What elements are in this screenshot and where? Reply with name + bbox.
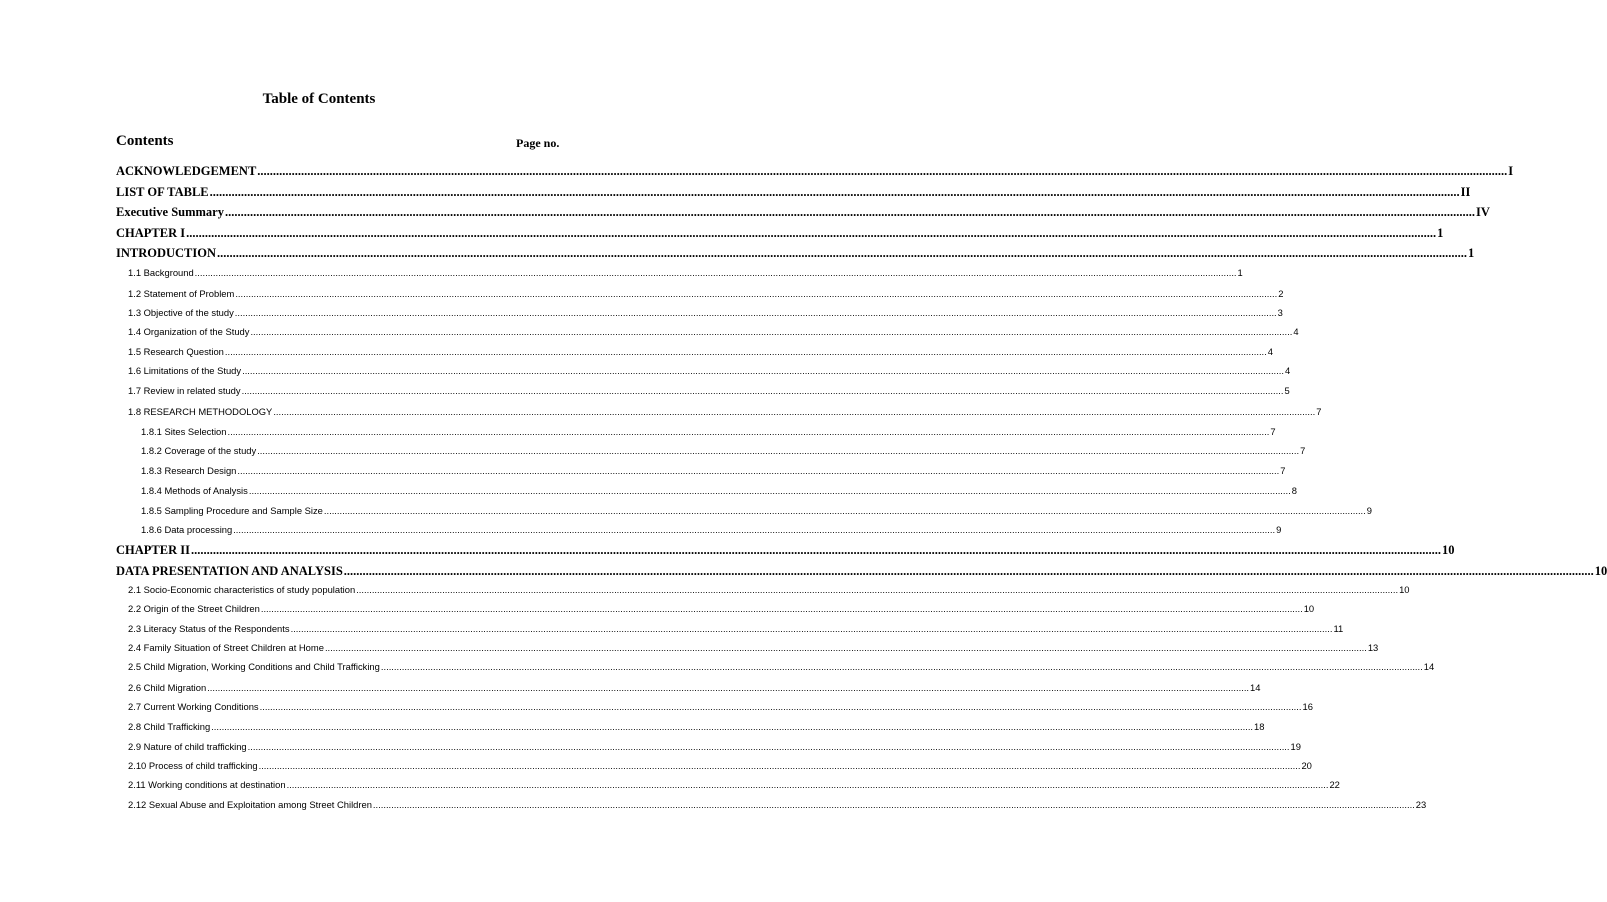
toc-entry[interactable] <box>128 582 1410 598</box>
toc-entry-label: CHAPTER II <box>116 543 190 557</box>
contents-heading: Contents <box>116 133 174 149</box>
dot-leader: ................................................................................................................................................................................................................................................................................................................................................................................................................ <box>248 485 1291 496</box>
toc-entry[interactable] <box>128 640 1379 656</box>
toc-entry[interactable] <box>128 383 1290 399</box>
dot-leader: ................................................................................................................................................................................................................................................................................................................................................................................................................ <box>217 246 1468 260</box>
toc-entry-page-number: 10 <box>1441 543 1455 557</box>
toc-entry-label: 2.4 Family Situation of Street Children at Home <box>128 642 324 653</box>
toc-entry-page-number: IV <box>1475 205 1490 219</box>
toc-entry-page-number: 14 <box>1250 682 1261 693</box>
toc-entry-label: 2.1 Socio-Economic characteristics of study population <box>128 584 356 595</box>
toc-entry-label: 1.8.4 Methods of Analysis <box>141 485 248 496</box>
dot-leader: ................................................................................................................................................................................................................................................................................................................................................................................................................ <box>190 543 1441 557</box>
toc-entry-label: 1.1 Background <box>128 267 194 278</box>
toc-entry-page-number: 14 <box>1423 661 1435 672</box>
toc-entry-page-number: 5 <box>1284 385 1290 396</box>
toc-entry[interactable] <box>128 286 1284 302</box>
toc-entry-page-number: 1 <box>1237 267 1243 278</box>
toc-entry-label: 1.8.2 Coverage of the study <box>141 445 257 456</box>
toc-entry-page-number: II <box>1460 185 1471 199</box>
toc-entry[interactable] <box>128 777 1340 793</box>
toc-entry-page-number: 10 <box>1594 564 1607 578</box>
dot-leader: ................................................................................................................................................................................................................................................................................................................................................................................................................ <box>380 661 1423 672</box>
dot-leader: ................................................................................................................................................................................................................................................................................................................................................................................................................ <box>207 682 1250 693</box>
toc-entry-label: Executive Summary <box>116 205 224 219</box>
toc-entry-page-number: 7 <box>1300 445 1306 456</box>
dot-leader: ................................................................................................................................................................................................................................................................................................................................................................................................................ <box>356 584 1399 595</box>
dot-leader: ................................................................................................................................................................................................................................................................................................................................................................................................................ <box>235 288 1278 299</box>
toc-entry[interactable] <box>128 363 1291 379</box>
toc-entry-page-number: 10 <box>1399 584 1410 595</box>
toc-entry[interactable] <box>128 404 1322 420</box>
dot-leader: ................................................................................................................................................................................................................................................................................................................................................................................................................ <box>258 760 1301 771</box>
toc-entry[interactable] <box>128 621 1344 637</box>
toc-entry[interactable] <box>141 522 1282 538</box>
page-title: Table of Contents <box>262 91 376 107</box>
dot-leader: ................................................................................................................................................................................................................................................................................................................................................................................................................ <box>241 385 1284 396</box>
dot-leader: ................................................................................................................................................................................................................................................................................................................................................................................................................ <box>209 185 1460 199</box>
dot-leader: ................................................................................................................................................................................................................................................................................................................................................................................................................ <box>290 623 1333 634</box>
toc-entry-label: 1.8 RESEARCH METHODOLOGY <box>128 406 273 417</box>
toc-entry-page-number: 13 <box>1367 642 1379 653</box>
toc-entry[interactable] <box>128 739 1301 755</box>
toc-entry-heading[interactable] <box>116 542 1455 558</box>
toc-entry-page-number: 1 <box>1468 246 1475 260</box>
dot-leader: ................................................................................................................................................................................................................................................................................................................................................................................................................ <box>250 326 1293 337</box>
toc-entry[interactable] <box>128 659 1435 675</box>
toc-entry-label: INTRODUCTION <box>116 246 217 260</box>
dot-leader: ................................................................................................................................................................................................................................................................................................................................................................................................................ <box>247 741 1290 752</box>
toc-entry-page-number: 4 <box>1267 346 1273 357</box>
toc-entry-label: CHAPTER I <box>116 226 186 240</box>
dot-leader: ................................................................................................................................................................................................................................................................................................................................................................................................................ <box>372 799 1415 810</box>
toc-entry-label: 2.2 Origin of the Street Children <box>128 603 260 614</box>
dot-leader: ................................................................................................................................................................................................................................................................................................................................................................................................................ <box>259 701 1302 712</box>
toc-entry-page-number: 20 <box>1301 760 1312 771</box>
toc-entry-page-number: 1 <box>1437 226 1444 240</box>
dot-leader: ................................................................................................................................................................................................................................................................................................................................................................................................................ <box>194 267 1237 278</box>
toc-entry-label: 2.8 Child Trafficking <box>128 721 211 732</box>
toc-entry[interactable] <box>128 699 1313 715</box>
toc-entry[interactable] <box>128 680 1261 696</box>
dot-leader: ................................................................................................................................................................................................................................................................................................................................................................................................................ <box>323 505 1366 516</box>
toc-entry-page-number: 16 <box>1302 701 1313 712</box>
toc-entry-page-number: 9 <box>1366 505 1372 516</box>
toc-entry-page-number: 3 <box>1277 307 1283 318</box>
toc-entry[interactable] <box>141 443 1306 459</box>
toc-entry-label: 2.10 Process of child trafficking <box>128 760 258 771</box>
toc-entry[interactable] <box>128 601 1315 617</box>
toc-entry-label: DATA PRESENTATION AND ANALYSIS <box>116 564 343 578</box>
dot-leader: ................................................................................................................................................................................................................................................................................................................................................................................................................ <box>224 346 1267 357</box>
toc-entry[interactable] <box>128 324 1299 340</box>
toc-entry-page-number: 7 <box>1316 406 1322 417</box>
toc-entry-label: 1.3 Objective of the study <box>128 307 234 318</box>
toc-entry-page-number: 9 <box>1276 524 1282 535</box>
dot-leader: ................................................................................................................................................................................................................................................................................................................................................................................................................ <box>237 465 1280 476</box>
toc-entry-label: 1.4 Organization of the Study <box>128 326 250 337</box>
toc-entry-label: 2.11 Working conditions at destination <box>128 779 286 790</box>
toc-entry[interactable] <box>141 483 1297 499</box>
toc-entry-label: ACKNOWLEDGEMENT <box>116 164 257 178</box>
toc-entry-label: 1.2 Statement of Problem <box>128 288 235 299</box>
dot-leader: ................................................................................................................................................................................................................................................................................................................................................................................................................ <box>233 524 1276 535</box>
toc-entry-label: 1.8.1 Sites Selection <box>141 426 227 437</box>
dot-leader: ................................................................................................................................................................................................................................................................................................................................................................................................................ <box>224 205 1475 219</box>
toc-entry[interactable] <box>128 265 1243 281</box>
toc-entry-page-number: 8 <box>1291 485 1297 496</box>
toc-entry[interactable] <box>128 758 1312 774</box>
dot-leader: ................................................................................................................................................................................................................................................................................................................................................................................................................ <box>286 779 1329 790</box>
toc-entry-label: 2.7 Current Working Conditions <box>128 701 259 712</box>
toc-entry-page-number: 10 <box>1303 603 1315 614</box>
toc-entry-page-number: 23 <box>1415 799 1427 810</box>
dot-leader: ................................................................................................................................................................................................................................................................................................................................................................................................................ <box>227 426 1270 437</box>
toc-entry-heading[interactable] <box>116 225 1444 241</box>
dot-leader: ................................................................................................................................................................................................................................................................................................................................................................................................................ <box>324 642 1367 653</box>
toc-entry-label: 1.7 Review in related study <box>128 385 241 396</box>
toc-entry-label: 1.6 Limitations of the Study <box>128 365 242 376</box>
toc-entry[interactable] <box>141 503 1372 519</box>
toc-entry-page-number: 7 <box>1270 426 1276 437</box>
toc-entry-page-number: 4 <box>1293 326 1299 337</box>
toc-entry-label: 2.5 Child Migration, Working Conditions and Child Trafficking <box>128 661 380 672</box>
dot-leader: ................................................................................................................................................................................................................................................................................................................................................................................................................ <box>234 307 1277 318</box>
toc-entry-label: 2.12 Sexual Abuse and Exploitation among Street Children <box>128 799 372 810</box>
toc-entry-label: 1.8.5 Sampling Procedure and Sample Size <box>141 505 323 516</box>
toc-entry-heading[interactable] <box>116 245 1475 261</box>
toc-entry-heading[interactable] <box>116 204 1490 220</box>
toc-entry[interactable] <box>128 344 1273 360</box>
toc-entry-label: 2.3 Literacy Status of the Respondents <box>128 623 290 634</box>
toc-entry-heading[interactable] <box>116 163 1514 179</box>
toc-entry-heading[interactable] <box>116 563 1607 579</box>
dot-leader: ................................................................................................................................................................................................................................................................................................................................................................................................................ <box>211 721 1254 732</box>
toc-entry-label: 2.9 Nature of child trafficking <box>128 741 247 752</box>
toc-entry-label: 1.5 Research Question <box>128 346 224 357</box>
toc-entry-page-number: 2 <box>1278 288 1284 299</box>
dot-leader: ................................................................................................................................................................................................................................................................................................................................................................................................................ <box>242 365 1284 376</box>
toc-entry-page-number: 19 <box>1290 741 1301 752</box>
toc-entry[interactable] <box>141 463 1286 479</box>
toc-entry[interactable] <box>128 797 1427 813</box>
dot-leader: ................................................................................................................................................................................................................................................................................................................................................................................................................ <box>343 564 1594 578</box>
toc-entry-label: LIST OF TABLE <box>116 185 209 199</box>
toc-entry-page-number: 7 <box>1280 465 1286 476</box>
toc-entry-page-number: I <box>1508 164 1514 178</box>
toc-entry[interactable] <box>128 305 1283 321</box>
toc-entry-label: 1.8.6 Data processing <box>141 524 233 535</box>
dot-leader: ................................................................................................................................................................................................................................................................................................................................................................................................................ <box>186 226 1437 240</box>
dot-leader: ................................................................................................................................................................................................................................................................................................................................................................................................................ <box>257 164 1508 178</box>
dot-leader: ................................................................................................................................................................................................................................................................................................................................................................................................................ <box>273 406 1316 417</box>
toc-entry-page-number: 22 <box>1329 779 1340 790</box>
page-number-heading: Page no. <box>516 136 560 150</box>
toc-entry-label: 2.6 Child Migration <box>128 682 207 693</box>
toc-entry-page-number: 18 <box>1254 721 1265 732</box>
dot-leader: ................................................................................................................................................................................................................................................................................................................................................................................................................ <box>260 603 1303 614</box>
toc-entry[interactable] <box>141 424 1276 440</box>
toc-entry-page-number: 4 <box>1284 365 1291 376</box>
toc-entry-label: 1.8.3 Research Design <box>141 465 237 476</box>
toc-entry-page-number: 11 <box>1333 623 1344 634</box>
dot-leader: ................................................................................................................................................................................................................................................................................................................................................................................................................ <box>257 445 1300 456</box>
toc-entry-heading[interactable] <box>116 184 1471 200</box>
toc-entry[interactable] <box>128 719 1265 735</box>
